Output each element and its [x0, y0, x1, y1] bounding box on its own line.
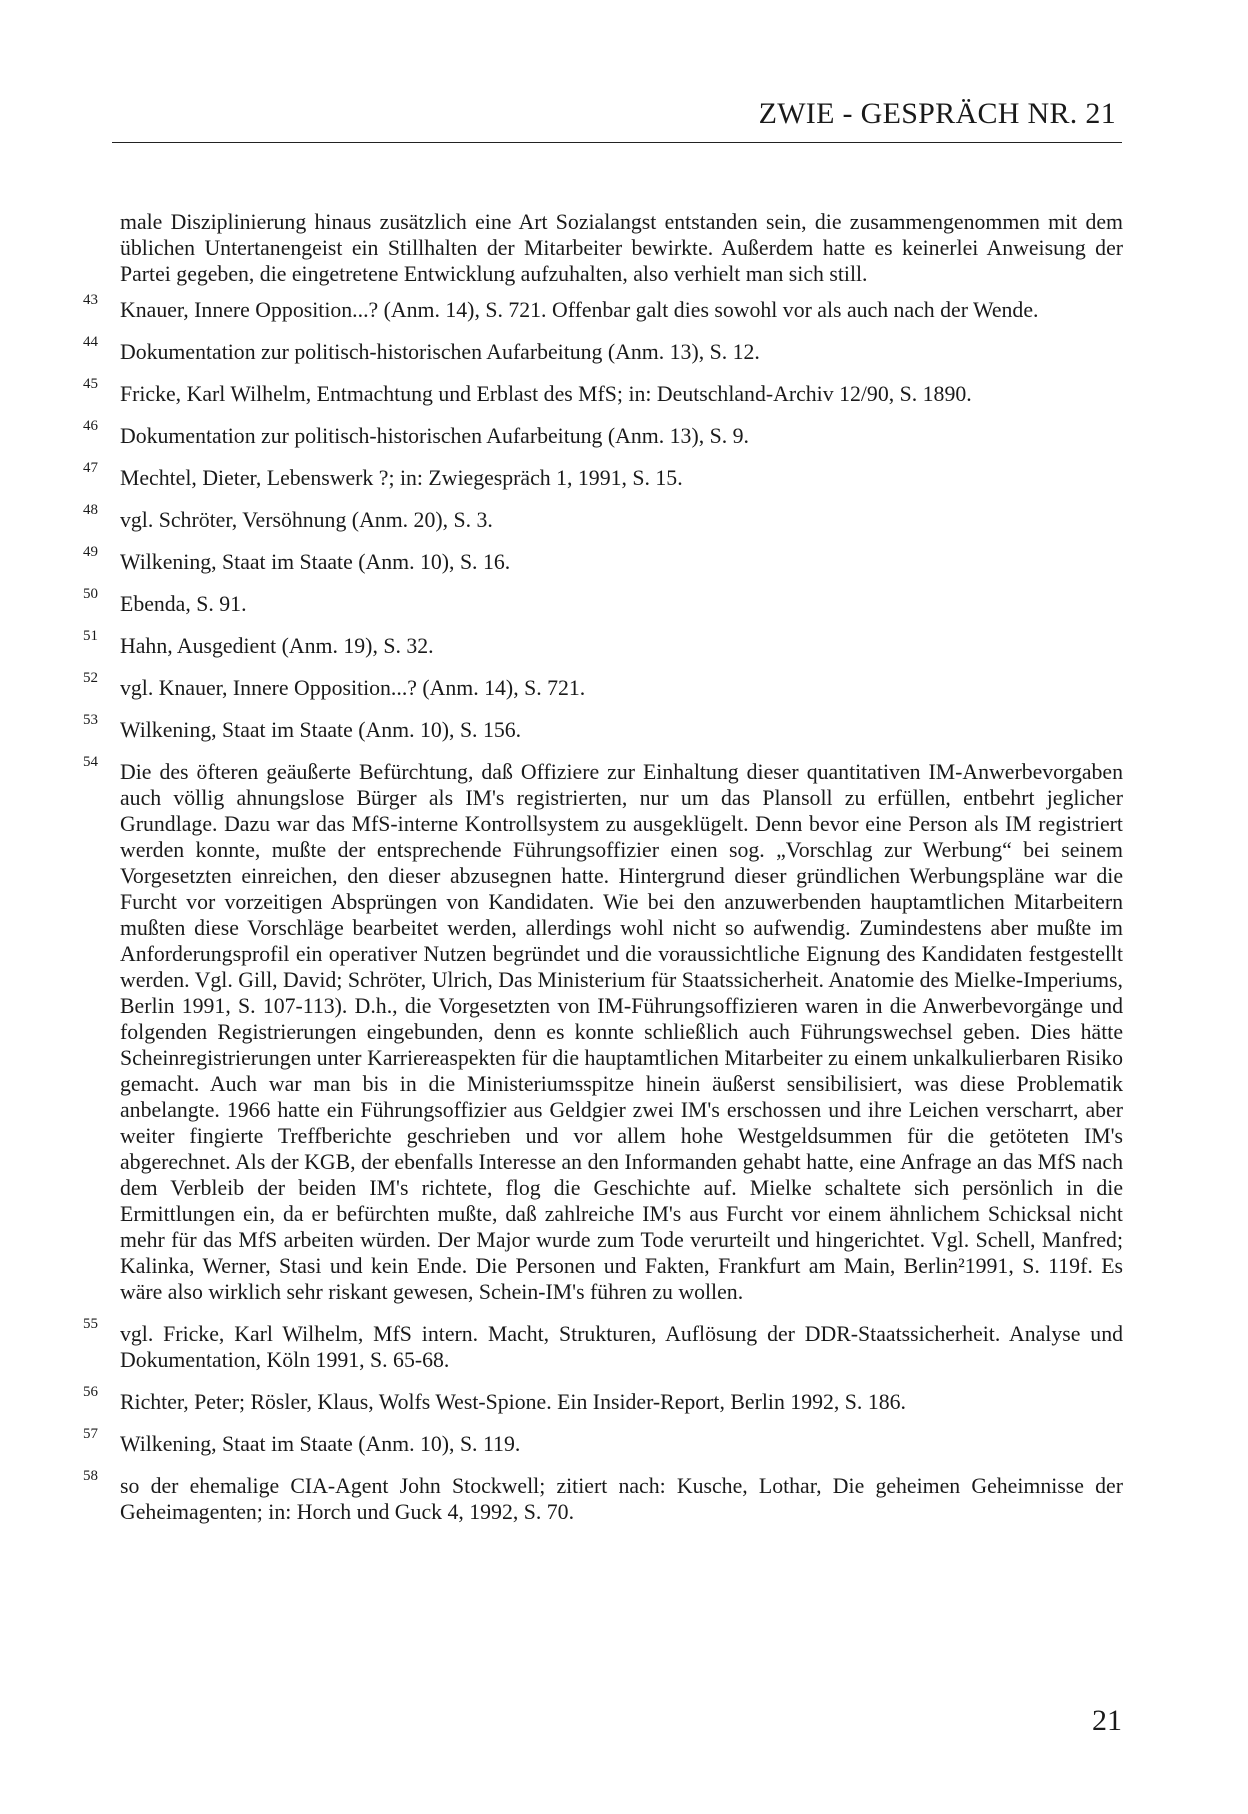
footnote-48: [83, 502, 1123, 533]
footnote-number: 44: [83, 334, 98, 350]
footnote-text: Fricke, Karl Wilhelm, Entmachtung und Erblast des MfS; in: Deutschland-Archiv 12/90, S. 1890.: [120, 382, 972, 406]
footnote-text: Dokumentation zur politisch-historischen Aufarbeitung (Anm. 13), S. 12.: [120, 340, 760, 364]
footnote-text: Knauer, Innere Opposition...? (Anm. 14), S. 721. Offenbar galt dies sowohl vor als auch nach der Wende.: [120, 298, 1039, 322]
footnote-number: 49: [83, 544, 98, 560]
footnote-number: 47: [83, 460, 98, 476]
footnote-number: 48: [83, 502, 98, 518]
footnote-text: Hahn, Ausgedient (Anm. 19), S. 32.: [120, 634, 434, 658]
footnote-44: [83, 334, 1123, 365]
footnote-55: [83, 1316, 1123, 1373]
footnote-number: 55: [83, 1316, 98, 1332]
footnote-number: 57: [83, 1426, 98, 1442]
footnote-50: [83, 586, 1123, 617]
footnote-text: Mechtel, Dieter, Lebenswerk ?; in: Zwiegespräch 1, 1991, S. 15.: [120, 466, 683, 490]
footnotes-section: [83, 209, 1123, 1541]
footnote-45: [83, 376, 1123, 407]
footnote-text: so der ehemalige CIA-Agent John Stockwell; zitiert nach: Kusche, Lothar, Die geheimen Geheimnisse der Geheimagenten; in: Horch und Guck 4, 1992, S. 70.: [120, 1474, 1123, 1524]
footnote-number: 58: [83, 1468, 98, 1484]
footnote-number: 54: [83, 754, 98, 770]
footnote-number: 51: [83, 628, 98, 644]
page-number: 21: [1092, 1704, 1122, 1737]
footnote-number: 43: [83, 292, 98, 308]
footnote-51: [83, 628, 1123, 659]
footnote-text: Ebenda, S. 91.: [120, 592, 247, 616]
footnote-text: vgl. Schröter, Versöhnung (Anm. 20), S. 3.: [120, 508, 493, 532]
footnote-54: [83, 754, 1123, 1305]
footnote-number: 50: [83, 586, 98, 602]
running-header: [112, 96, 1122, 143]
footnote-number: 52: [83, 670, 98, 686]
footnote-58: [83, 1468, 1123, 1525]
footnote-text: Die des öfteren geäußerte Befürchtung, daß Offiziere zur Einhaltung dieser quantitativen IM-Anwerbevorgaben auch völlig ahnungslose Bürger als IM's registrierten, nur um das Plansoll zu erfüllen, entbehrt jeglicher Grundlage. Dazu war das MfS-interne Kontrollsystem zu ausgeklügelt. Denn bevor eine Person als IM registriert werden konnte, mußte der entsprechende Führungsoffizier einen sog. „Vorschlag zur Werbung“ bei seinem Vorgesetzten einreichen, den dieser abzusegnen hatte. Hintergrund dieser gründlichen Werbungspläne war die Furcht vor vorzeitigen Absprüngen von Kandidaten. Wie bei den anzuwerbenden hauptamtlichen Mitarbeitern mußten diese Vorschläge bearbeitet werden, allerdings wohl nicht so aufwendig. Zumindestens aber mußte im Anforderungsprofil ein operativer Nutzen begründet und die voraussichtliche Eignung des Kandidaten festgestellt werden. Vgl. Gill, David; Schröter, Ulrich, Das Ministerium für Staatssicherheit. Anatomie des Mielke-Imperiums, Berlin 1991, S. 107-113). D.h., die Vorgesetzten von IM-Führungsoffizieren waren in die Anwerbevorgänge und folgenden Registrierungen eingebunden, denn es konnte schließlich auch Führungswechsel geben. Dies hätte Scheinregistrierungen unter Karriereaspekten für die hauptamtlichen Mitarbeiter zu einem unkalkulierbaren Risiko gemacht. Auch war man bis in die Ministeriumsspitze hinein äußerst sensibilisiert, was diese Problematik anbelangte. 1966 hatte ein Führungsoffizier aus Geldgier zwei IM's erschossen und ihre Leichen verscharrt, aber weiter fingierte Treffberichte geschrieben und vor allem hohe Westgeldsummen für die getöteten IM's abgerechnet. Als der KGB, der ebenfalls Interesse an den Informanden gehabt hatte, eine Anfrage an das MfS nach dem Verbleib der beiden IM's richtete, flog die Geschichte auf. Mielke schaltete sich persönlich in die Ermittlungen ein, da er befürchten mußte, daß zahlreiche IM's aus Furcht vor einem ähnlichem Schicksal nicht mehr für das MfS arbeiten würden. Der Major wurde zum Tode verurteilt und hingerichtet. Vgl. Schell, Manfred; Kalinka, Werner, Stasi und kein Ende. Die Personen und Fakten, Frankfurt am Main, Berlin²1991, S. 119f. Es wäre also wirklich sehr riskant gewesen, Schein-IM's führen zu wollen.: [120, 760, 1123, 1304]
footnote-52: [83, 670, 1123, 701]
continuation-paragraph: male Disziplinierung hinaus zusätzlich eine Art Sozialangst entstanden sein, die zusammengenommen mit dem üblichen Untertanengeist ein Stillhalten der Mitarbeiter bewirkte. Außerdem hatte es keinerlei Anweisung der Partei gegeben, die eingetretene Entwicklung aufzuhalten, also verhielt man sich still.: [120, 210, 1123, 286]
footnote-57: [83, 1426, 1123, 1457]
footnote-49: [83, 544, 1123, 575]
footnote-43: [83, 292, 1123, 323]
footnote-number: 53: [83, 712, 98, 728]
footnote-text: Wilkening, Staat im Staate (Anm. 10), S. 16.: [120, 550, 511, 574]
footnote-56: [83, 1384, 1123, 1415]
footnote-number: 46: [83, 418, 98, 434]
footnote-number: 45: [83, 376, 98, 392]
header-title: ZWIE - GESPRÄCH NR. 21: [758, 97, 1116, 130]
footnote-53: [83, 712, 1123, 743]
footnote-number: 56: [83, 1384, 98, 1400]
footnote-text: vgl. Knauer, Innere Opposition...? (Anm. 14), S. 721.: [120, 676, 586, 700]
footnote-text: Wilkening, Staat im Staate (Anm. 10), S. 156.: [120, 718, 522, 742]
footnote-47: [83, 460, 1123, 491]
footnote-text: Wilkening, Staat im Staate (Anm. 10), S. 119.: [120, 1432, 521, 1456]
footnote-46: [83, 418, 1123, 449]
footnote-text: vgl. Fricke, Karl Wilhelm, MfS intern. Macht, Strukturen, Auflösung der DDR-Staatssicherheit. Analyse und Dokumentation, Köln 1991, S. 65-68.: [120, 1322, 1123, 1372]
footnote-text: Richter, Peter; Rösler, Klaus, Wolfs West-Spione. Ein Insider-Report, Berlin 1992, S. 186.: [120, 1390, 906, 1414]
footnote-text: Dokumentation zur politisch-historischen Aufarbeitung (Anm. 13), S. 9.: [120, 424, 749, 448]
